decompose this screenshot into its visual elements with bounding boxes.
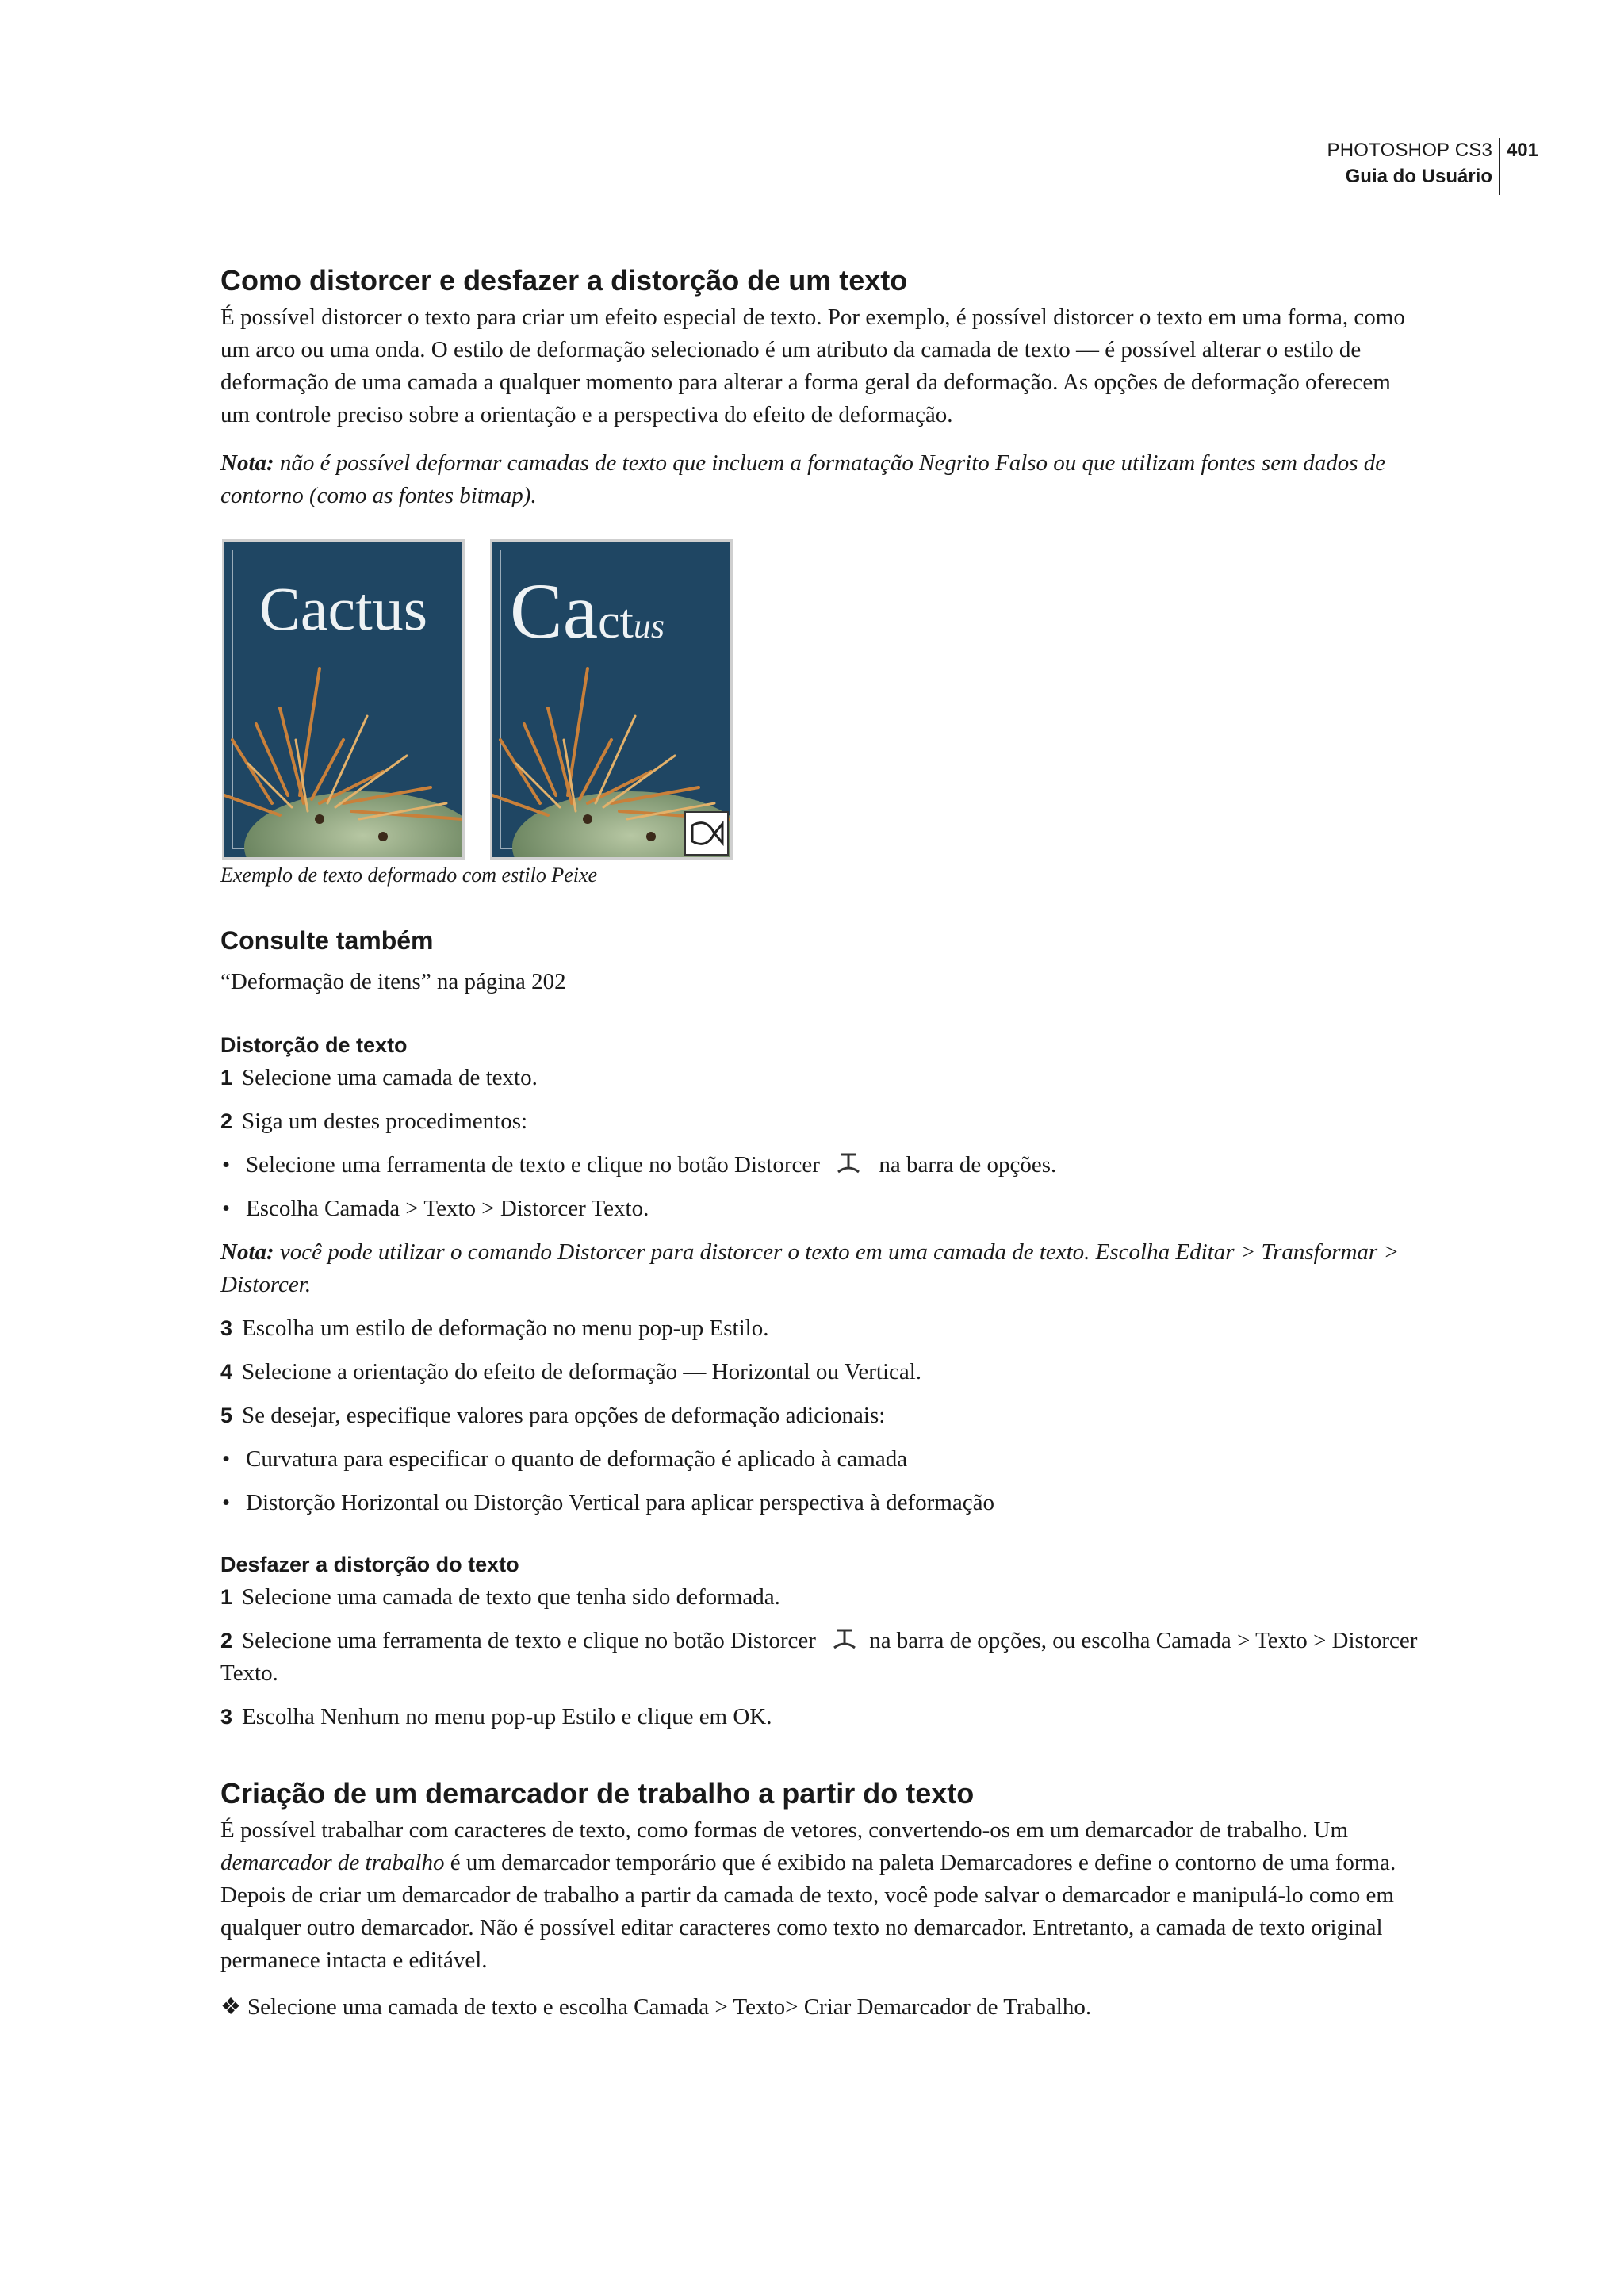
- step-number: 3: [220, 1316, 233, 1340]
- bullet-dot: •: [222, 1446, 231, 1472]
- step-text: Escolha Nenhum no menu pop-up Estilo e clique em OK.: [242, 1704, 772, 1729]
- bullet-text: na barra de opções.: [879, 1152, 1057, 1178]
- step-4: [220, 1356, 1418, 1388]
- note-transform: [220, 1236, 1418, 1301]
- step-text: Selecione uma camada de texto que tenha sido deformada.: [242, 1584, 780, 1610]
- cactus-text-normal: Cactus: [259, 574, 428, 643]
- product-name: PHOTOSHOP CS3: [1327, 140, 1492, 161]
- step-text: Selecione uma ferramenta de texto e clique no botão Distorcer: [242, 1628, 816, 1653]
- procedure-title-unwarp: Desfazer a distorção do texto: [220, 1553, 519, 1576]
- step-3: [220, 1312, 1418, 1345]
- paragraph-text: é um demarcador temporário que é exibido na paleta Demarcadores e define o contorno de uma forma. Depois de criar um demarcador de trabalho a partir da camada de texto, você pode salvar o demarcador e manipulá-lo como em qualquer outro demarcador. Não é possível editar caracteres como texto no demarcador. Entretanto, a camada de texto original permanece intacta e editável.: [220, 1850, 1396, 1973]
- bullet-dot: •: [222, 1152, 231, 1178]
- step-2: [220, 1105, 1418, 1138]
- bullet-dot: •: [222, 1490, 231, 1515]
- unwarp-step-3: [220, 1701, 1418, 1733]
- note-bold-faux: [220, 447, 1418, 512]
- bullet-menu-path: [220, 1193, 1418, 1225]
- note-label: Nota:: [220, 1239, 274, 1265]
- bullet-warp-button: [220, 1149, 1418, 1181]
- step-number: 5: [220, 1404, 233, 1427]
- see-also-link[interactable]: “Deformação de itens” na página 202: [220, 969, 566, 994]
- note-text: você pode utilizar o comando Distorcer para distorcer o texto em uma camada de texto. Escolha Editar > Transformar > Distorcer.: [220, 1239, 1400, 1297]
- see-also-title: Consulte também: [220, 926, 434, 955]
- bullet-bend: [220, 1443, 1418, 1476]
- step-text: Selecione a orientação do efeito de deformação — Horizontal ou Vertical.: [242, 1359, 922, 1384]
- work-path-paragraph: [220, 1814, 1418, 1977]
- step-number: 1: [220, 1066, 233, 1090]
- cactus-text-warped: [510, 565, 665, 657]
- intro-paragraph: É possível distorcer o texto para criar um efeito especial de texto. Por exemplo, é possível distorcer o texto em uma forma, como um arco ou uma onda. O estilo de deformação selecionado é um atributo da camada de texto — é possível alterar o estilo de deformação de uma camada a qualquer momento para alterar a forma geral da deformação. As opções de deformação oferecem um controle preciso sobre a orientação e a perspectiva do efeito de deformação.: [220, 304, 1405, 427]
- bullet-text: Distorção Horizontal ou Distorção Vertical para aplicar perspectiva à deformação: [246, 1490, 994, 1515]
- section-title-work-path: Criação de um demarcador de trabalho a partir do texto: [220, 1777, 975, 1810]
- paragraph-text: É possível trabalhar com caracteres de texto, como formas de vetores, convertendo-os em um demarcador de trabalho. Um: [220, 1817, 1349, 1843]
- bullet-dot: •: [222, 1196, 231, 1221]
- warp-example-figure: [220, 539, 1418, 866]
- procedure-title-warp: Distorção de texto: [220, 1033, 408, 1057]
- bullet-text: Escolha Camada > Texto > Distorcer Texto.: [246, 1196, 649, 1221]
- warped-letters-medium: ct: [598, 595, 634, 649]
- step-number: 3: [220, 1705, 233, 1729]
- step-1: [220, 1062, 1418, 1094]
- note-label: Nota:: [220, 450, 274, 476]
- action-text: Selecione uma camada de texto e escolha Camada > Texto> Criar Demarcador de Trabalho.: [247, 1994, 1092, 2020]
- fish-warp-icon: [684, 811, 729, 856]
- step-text: Siga um destes procedimentos:: [242, 1109, 528, 1134]
- guide-name: Guia do Usuário: [1345, 166, 1492, 187]
- bullet-distortion: [220, 1487, 1418, 1519]
- page-content: [220, 262, 1418, 2024]
- figure-caption: Exemplo de texto deformado com estilo Peixe: [220, 864, 598, 887]
- diamond-bullet-icon: ❖: [220, 1994, 241, 2020]
- term-work-path: demarcador de trabalho: [220, 1850, 445, 1875]
- step-text: Selecione uma camada de texto.: [242, 1065, 538, 1090]
- step-text: na barra de opções, ou escolha Camada > Texto > Distorcer Texto.: [220, 1628, 1418, 1686]
- note-text: não é possível deformar camadas de texto que incluem a formatação Negrito Falso ou que utilizam fontes sem dados de contorno (como as fontes bitmap).: [220, 450, 1386, 508]
- original-text-image: [222, 539, 465, 860]
- step-number: 1: [220, 1585, 233, 1609]
- warp-text-icon: [835, 1150, 862, 1177]
- unwarp-step-1: [220, 1581, 1418, 1614]
- section-title-warp: Como distorcer e desfazer a distorção de um texto: [220, 264, 908, 297]
- header-divider: [1499, 138, 1500, 195]
- step-number: 4: [220, 1360, 233, 1384]
- warp-text-icon: [831, 1626, 858, 1653]
- running-header: [1063, 138, 1538, 195]
- running-header-text: [1327, 138, 1492, 190]
- step-text: Se desejar, especifique valores para opções de deformação adicionais:: [242, 1403, 886, 1428]
- unwarp-step-2: [220, 1625, 1418, 1690]
- bullet-text: Curvatura para especificar o quanto de deformação é aplicado à camada: [246, 1446, 908, 1472]
- page-number: 401: [1506, 140, 1538, 161]
- action-step: [220, 1991, 1418, 2024]
- bullet-text: Selecione uma ferramenta de texto e clique no botão Distorcer: [246, 1152, 820, 1178]
- step-number: 2: [220, 1629, 233, 1653]
- warped-text-image: [490, 539, 733, 860]
- step-5: [220, 1400, 1418, 1432]
- warped-letters-small: us: [633, 607, 665, 645]
- step-text: Escolha um estilo de deformação no menu pop-up Estilo.: [242, 1316, 769, 1341]
- step-number: 2: [220, 1109, 233, 1133]
- warped-letters-large: Ca: [510, 567, 599, 655]
